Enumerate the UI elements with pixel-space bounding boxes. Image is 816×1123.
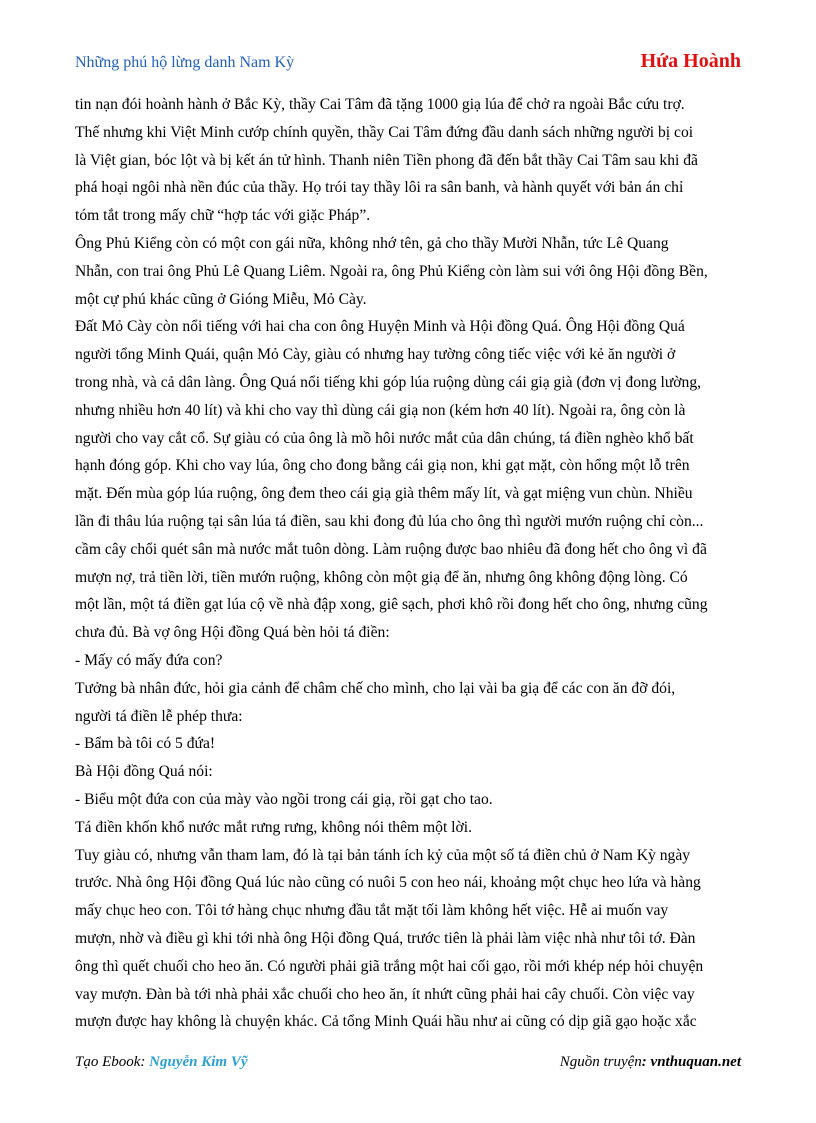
page-body xyxy=(75,91,743,1036)
text-line: phá hoại ngôi nhà nền đúc của thầy. Họ trói tay thầy lôi ra sân banh, và hành quyết với bản án chỉ xyxy=(75,179,684,197)
text-line: là Việt gian, bóc lột và bị kết án tử hình. Thanh niên Tiền phong đã đến bắt thầy Cai Tâm sau khi đã xyxy=(75,151,698,169)
text-line: lần đi thâu lúa ruộng tại sân lúa tá điền, sau khi đong đủ lúa cho ông thì người mướn ruộng chỉ còn... xyxy=(75,512,704,530)
text-line: người cho vay cắt cổ. Sự giàu có của ông là mồ hôi nước mắt của dân chúng, tá điền nghèo khổ bất xyxy=(75,429,694,447)
text-line: tin nạn đói hoành hành ở Bắc Kỳ, thầy Cai Tâm đã tặng 1000 giạ lúa để chở ra ngoài Bắc cứu trợ. xyxy=(75,96,685,113)
ebook-label: Tạo Ebook xyxy=(75,1054,141,1070)
text-line: cầm cây chổi quét sân mà nước mắt tuôn dòng. Làm ruộng được bao nhiêu đã đong hết cho ông vì đã xyxy=(75,540,707,558)
text-line: chưa đủ. Bà vợ ông Hội đồng Quá bèn hỏi tá điền: xyxy=(75,624,390,642)
source-site: vnthuquan.net xyxy=(650,1054,741,1070)
text-line: nhưng nhiều hơn 40 lít) và khi cho vay thì dùng cái giạ non (kém hơn 40 lít). Ngoài ra, ông còn là xyxy=(75,401,686,419)
text-line: mượn nợ, trả tiền lời, tiền mướn ruộng, không còn một giạ để ăn, nhưng ông không động lòng. Có xyxy=(75,568,688,586)
text-line: Nhẫn, con trai ông Phủ Lê Quang Liêm. Ngoài ra, ông Phủ Kiểng còn làm sui với ông Hội đồng Bền, xyxy=(75,262,708,280)
text-line: hạnh đóng góp. Khi cho vay lúa, ông cho đong bằng cái giạ non, khi gạt mặt, còn hổng một lỗ trên xyxy=(75,457,690,475)
text-line: Tưởng bà nhân đức, hỏi gia cảnh để châm chế cho mình, cho lại vài ba giạ để các con ăn đỡ đói, xyxy=(75,679,676,697)
text-line: mượn, nhờ và điều gì khi tới nhà ông Hội đồng Quá, trước tiên là phải làm việc nhà như tôi tớ. Đàn xyxy=(75,929,696,947)
author-name: Hứa Hoành xyxy=(640,50,741,72)
source-label: Nguồn truyện xyxy=(559,1054,642,1070)
text-line: - Biểu một đứa con của mày vào ngồi trong cái giạ, rồi gạt cho tao. xyxy=(75,790,493,808)
text-line: Tá điền khốn khổ nước mắt rưng rưng, không nói thêm một lời. xyxy=(75,818,472,836)
text-line: mấy chục heo con. Tôi tớ hàng chục nhưng đầu tắt mặt tối làm không hết việc. Hễ ai muốn vay xyxy=(75,902,669,920)
ebook-creator-name: Nguyễn Kim Vỹ xyxy=(149,1054,248,1070)
text-line: một lần, một tá điền gạt lúa cộ về nhà đập xong, giê sạch, phơi khô rồi đong hết cho ông, nhưng cũng xyxy=(75,596,708,614)
text-line: - Mấy có mấy đứa con? xyxy=(75,651,223,669)
ebook-credit xyxy=(75,1054,248,1071)
source-credit xyxy=(560,1054,741,1071)
text-line: Ông Phủ Kiểng còn có một con gái nữa, không nhớ tên, gả cho thầy Mười Nhẫn, tức Lê Quang xyxy=(75,234,669,252)
text-line: mặt. Đến mùa góp lúa ruộng, ông đem theo cái giạ già thêm mấy lít, và gạt miệng vun chùn. Nhiều xyxy=(75,485,693,503)
page-header xyxy=(75,50,741,76)
text-line: một cự phú khác cũng ở Gióng Miễu, Mỏ Cày. xyxy=(75,290,367,308)
text-line: vay mượn. Đàn bà tới nhà phải xắc chuối cho heo ăn, ít nhứt cũng phải hai cây chuối. Còn việc vay xyxy=(75,985,695,1003)
page-footer xyxy=(75,1054,741,1071)
text-line: Đất Mỏ Cày còn nổi tiếng với hai cha con ông Huyện Minh và Hội đồng Quá. Ông Hội đồng Quá xyxy=(75,318,685,336)
ebook-colon: : xyxy=(140,1054,146,1070)
text-line: người tổng Minh Quái, quận Mỏ Cày, giàu có nhưng hay tường công tiếc việc với kẻ ăn người ở xyxy=(75,346,676,364)
text-line: Thế nhưng khi Việt Minh cướp chính quyền, thầy Cai Tâm đứng đầu danh sách những người bị coi xyxy=(75,123,694,141)
text-line: - Bẩm bà tôi có 5 đứa! xyxy=(75,735,216,753)
text-line: tóm tắt trong mấy chữ “hợp tác với giặc Pháp”. xyxy=(75,207,371,225)
text-line: mượn được hay không là chuyện khác. Cả tổng Minh Quái hầu như ai cũng có dịp giã gạo hoặc xắc xyxy=(75,1013,697,1031)
text-line: trong nhà, và cả dân làng. Ông Quá nổi tiếng khi góp lúa ruộng dùng cái giạ già (đơn vị đong lường, xyxy=(75,373,702,391)
text-line: Tuy giàu có, nhưng vẫn tham lam, đó là tại bản tánh ích kỷ của một số tá điền chủ ở Nam Kỳ ngày xyxy=(75,846,691,864)
text-line: Bà Hội đồng Quá nói: xyxy=(75,763,213,781)
series-title: Những phú hộ lừng danh Nam Kỳ xyxy=(75,54,295,71)
text-line: người tá điền lễ phép thưa: xyxy=(75,707,243,725)
text-line: ông thì quết chuối cho heo ăn. Có người phải giã trắng một hai cối gạo, rồi mới khép nép hỏi chuyện xyxy=(75,957,704,975)
source-colon: : xyxy=(641,1054,647,1070)
text-line: trước. Nhà ông Hội đồng Quá lúc nào cũng có nuôi 5 con heo nái, khoảng một chục heo lứa và hàng xyxy=(75,874,701,892)
